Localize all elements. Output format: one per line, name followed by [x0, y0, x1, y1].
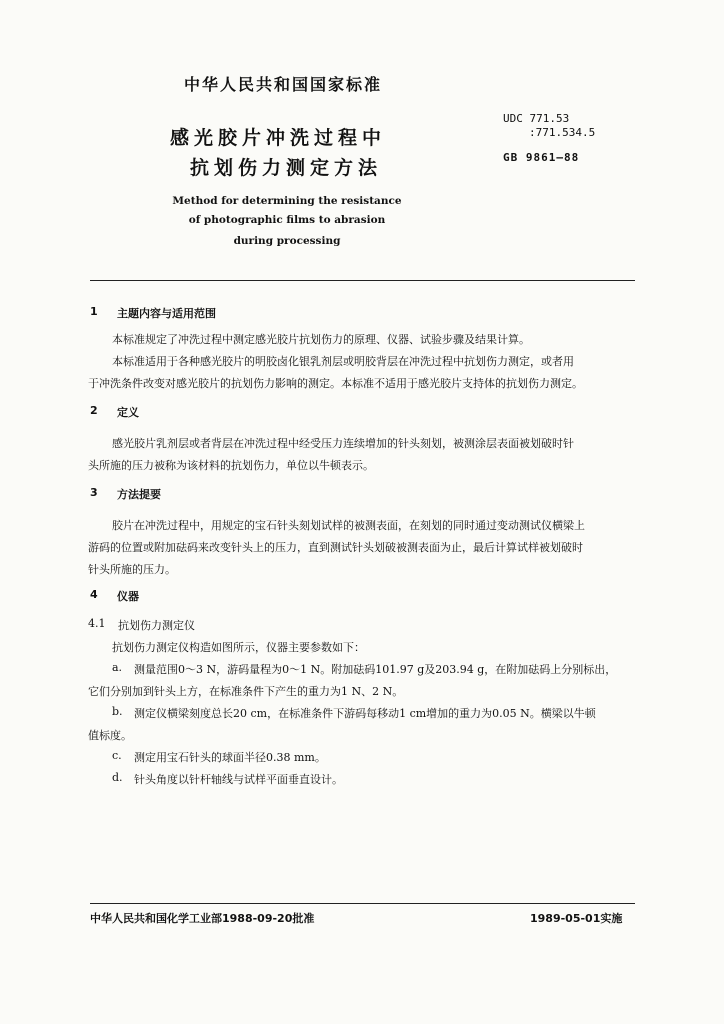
title-line-1: 感光胶片冲洗过程中: [170, 127, 387, 149]
item-b-line-1: 测定仪横梁刻度总长20 cm，在标准条件下游码每移动1 cm增加的重力为0.05 N。横梁以牛顿: [134, 707, 596, 720]
udc-code-2: :771.534.5: [529, 126, 596, 139]
section-1-para-2a: 本标准适用于各种感光胶片的明胶卤化银乳剂层或明胶背层在冲洗过程中抗划伤力测定，或者用: [112, 355, 574, 368]
english-title-line-2: of photographic films to abrasion: [188, 214, 386, 226]
gb-number: GB 9861—88: [503, 151, 580, 164]
footer-divider: [90, 903, 635, 904]
section-4-number: 4: [90, 588, 98, 601]
item-a-line-2: 它们分别加到针头上方，在标准条件下产生的重力为1 N、2 N。: [88, 685, 404, 698]
item-c-label: c.: [112, 749, 122, 762]
item-a-label: a.: [112, 661, 123, 674]
subsection-4-1-intro: 抗划伤力测定仪构造如图所示，仪器主要参数如下：: [112, 641, 365, 654]
section-3-title: 方法提要: [117, 488, 161, 501]
section-3-para-1b: 游码的位置或附加砝码来改变针头上的压力，直到测试针头划破被测表面为止，最后计算试样被划破时: [88, 541, 583, 554]
section-2-number: 2: [90, 404, 98, 417]
item-d-line: 针头角度以针杆轴线与试样平面垂直设计。: [134, 773, 343, 786]
udc-code-1: UDC 771.53: [503, 112, 570, 125]
section-3-para-1a: 胶片在冲洗过程中，用规定的宝石针头刻划试样的被测表面，在刻划的同时通过变动测试仪横梁上: [112, 519, 585, 532]
section-1-para-2b: 于冲洗条件改变对感光胶片的抗划伤力影响的测定。本标准不适用于感光胶片支持体的抗划伤力测定。: [88, 377, 583, 390]
item-d-label: d.: [112, 771, 123, 784]
section-2-para-1b: 头所施的压力被称为该材料的抗划伤力，单位以牛顿表示。: [88, 459, 374, 472]
standard-name: 中华人民共和国国家标准: [184, 75, 383, 94]
section-4-title: 仪器: [117, 590, 139, 603]
section-1-title: 主题内容与适用范围: [117, 307, 216, 320]
section-1-para-1: 本标准规定了冲洗过程中测定感光胶片抗划伤力的原理、仪器、试验步骤及结果计算。: [112, 333, 530, 346]
english-title-line-1: Method for determining the resistance: [172, 195, 402, 207]
section-2-title: 定义: [117, 406, 139, 419]
title-line-2: 抗划伤力测定方法: [190, 157, 383, 179]
header-divider: [90, 280, 635, 281]
section-1-number: 1: [90, 305, 98, 318]
item-c-line: 测定用宝石针头的球面半径0.38 mm。: [134, 751, 326, 764]
english-title-line-3: during processing: [233, 235, 341, 247]
section-2-para-1a: 感光胶片乳剂层或者背层在冲洗过程中经受压力连续增加的针头刻划，被测涂层表面被划破时针: [112, 437, 574, 450]
section-3-number: 3: [90, 486, 98, 499]
item-b-line-2: 值标度。: [88, 729, 132, 742]
section-3-para-1c: 针头所施的压力。: [88, 563, 176, 576]
implementation-date: 1989-05-01实施: [530, 912, 623, 925]
subsection-4-1-number: 4.1: [88, 617, 106, 630]
subsection-4-1-title: 抗划伤力测定仪: [118, 619, 195, 632]
item-a-line-1: 测量范围0～3 N，游码量程为0～1 N。附加砝码101.97 g及203.94 g，在附加砝码上分别标出，: [134, 663, 617, 676]
approval-date: 中华人民共和国化学工业部1988-09-20批准: [90, 912, 315, 925]
item-b-label: b.: [112, 705, 123, 718]
